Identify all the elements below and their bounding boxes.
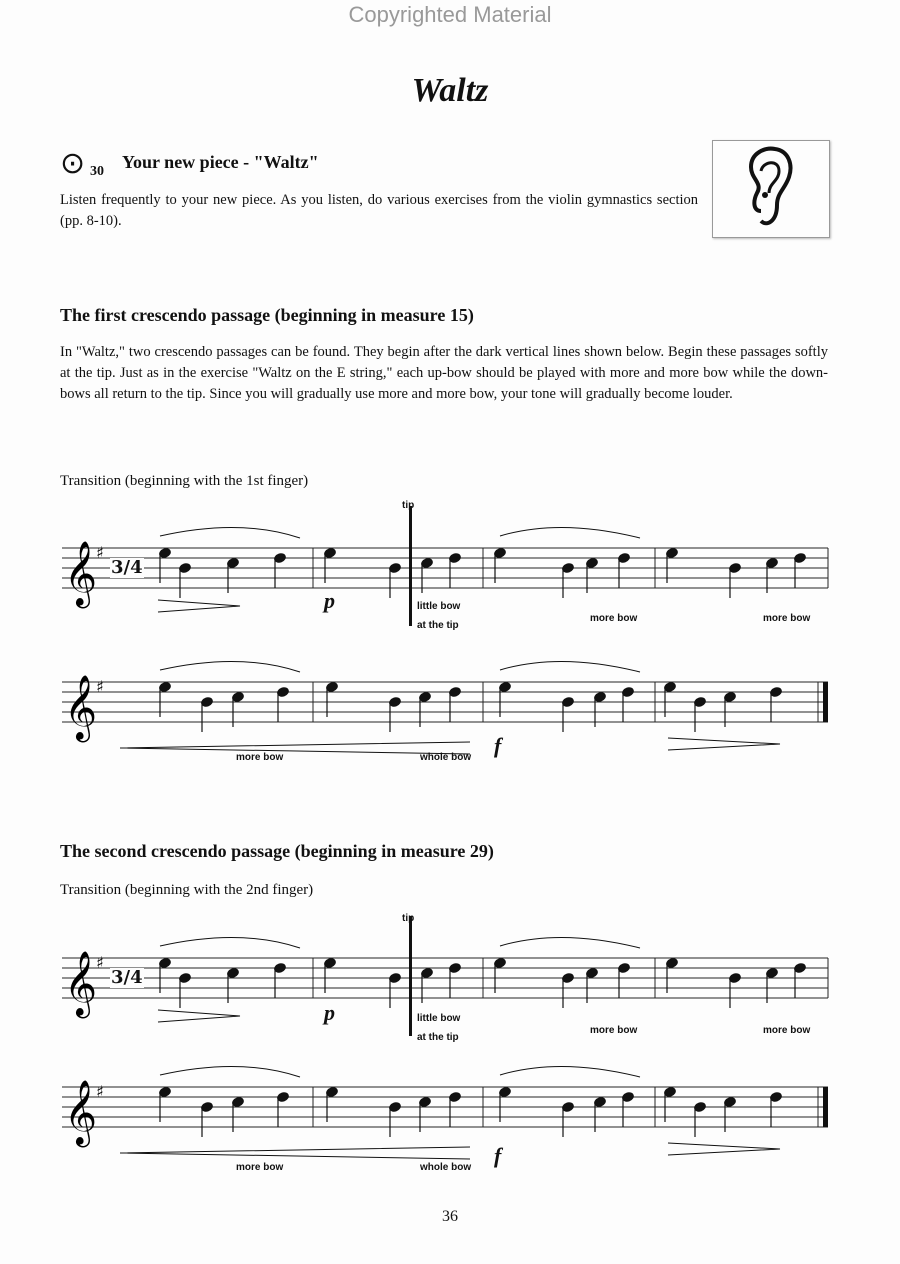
more-bow-label: more bow [590,1025,638,1036]
slur [500,1066,640,1077]
more-bow-label: more bow [763,613,811,624]
track-number: 30 [90,164,104,179]
key-signature-sharp: ♯ [96,677,104,696]
slur [160,661,300,672]
listen-text: Listen frequently to your new piece. As you listen, do various exercises from the violin gymnastics section (pp. 8-10). [60,192,698,229]
little-bow-label: little bow [417,601,461,612]
key-signature-sharp: ♯ [96,953,104,972]
at-the-tip-label: at the tip [417,1032,459,1043]
tip-label: tip [402,500,415,511]
decrescendo-hairpin [668,1143,780,1155]
slur [160,527,300,538]
section2-transition: Transition (beginning with the 2nd finger) [60,882,314,898]
tip-label: tip [402,913,415,924]
more-bow-label: more bow [763,1025,811,1036]
dark-vertical-line [409,506,412,626]
dark-vertical-line [409,916,412,1036]
slur [500,661,640,672]
crescendo-hairpin [120,1147,470,1159]
more-bow-label: more bow [236,752,284,763]
final-barline [823,682,828,722]
page-title: Waltz [411,72,489,109]
treble-clef-icon: 𝄞 [64,951,98,1016]
little-bow-label: little bow [417,1013,461,1024]
slur [500,527,640,538]
decrescendo-hairpin [158,600,240,612]
time-signature: 3/4 [111,557,143,578]
crescendo-hairpin [120,742,470,754]
whole-bow-label: whole bow [420,1162,472,1173]
more-bow-label: more bow [590,613,638,624]
dynamic-piano: p [324,1000,335,1025]
slur [160,937,300,948]
section1-heading: The first crescendo passage (beginning in measure 15) [60,305,474,325]
time-signature: 3/4 [111,967,143,988]
listen-heading: Your new piece - "Waltz" [122,152,319,172]
final-barline [823,1087,828,1127]
treble-clef-icon: 𝄞 [64,1080,98,1145]
dynamic-forte: f [494,733,502,758]
dynamic-forte: f [494,1143,502,1168]
key-signature-sharp: ♯ [96,1082,104,1101]
more-bow-label: more bow [236,1162,284,1173]
section1-transition: Transition (beginning with the 1st finger) [60,473,309,489]
slur [160,1066,300,1077]
treble-clef-icon: 𝄞 [64,541,98,606]
page-number: 36 [442,1208,458,1225]
decrescendo-hairpin [668,738,780,750]
section1-text: In "Waltz," two crescendo passages can be found. They begin after the dark vertical lines shown below. Begin these passages softly at the tip. Just as in the exercise "Waltz on the E string," each up-bow should be played with more and more bow while the down-bows all return to the tip. Since you will gradually use more and more bow, your tone will gradually become louder. [60,344,828,402]
section2-heading: The second crescendo passage (beginning in measure 29) [60,841,494,861]
copyright-watermark: Copyrighted Material [348,2,552,27]
treble-clef-icon: 𝄞 [64,675,98,740]
decrescendo-hairpin [158,1010,240,1022]
whole-bow-label: whole bow [420,752,472,763]
slur [500,937,640,948]
cd-track-icon: ⊙ [60,147,86,180]
key-signature-sharp: ♯ [96,543,104,562]
at-the-tip-label: at the tip [417,620,459,631]
dynamic-piano: p [324,588,335,613]
